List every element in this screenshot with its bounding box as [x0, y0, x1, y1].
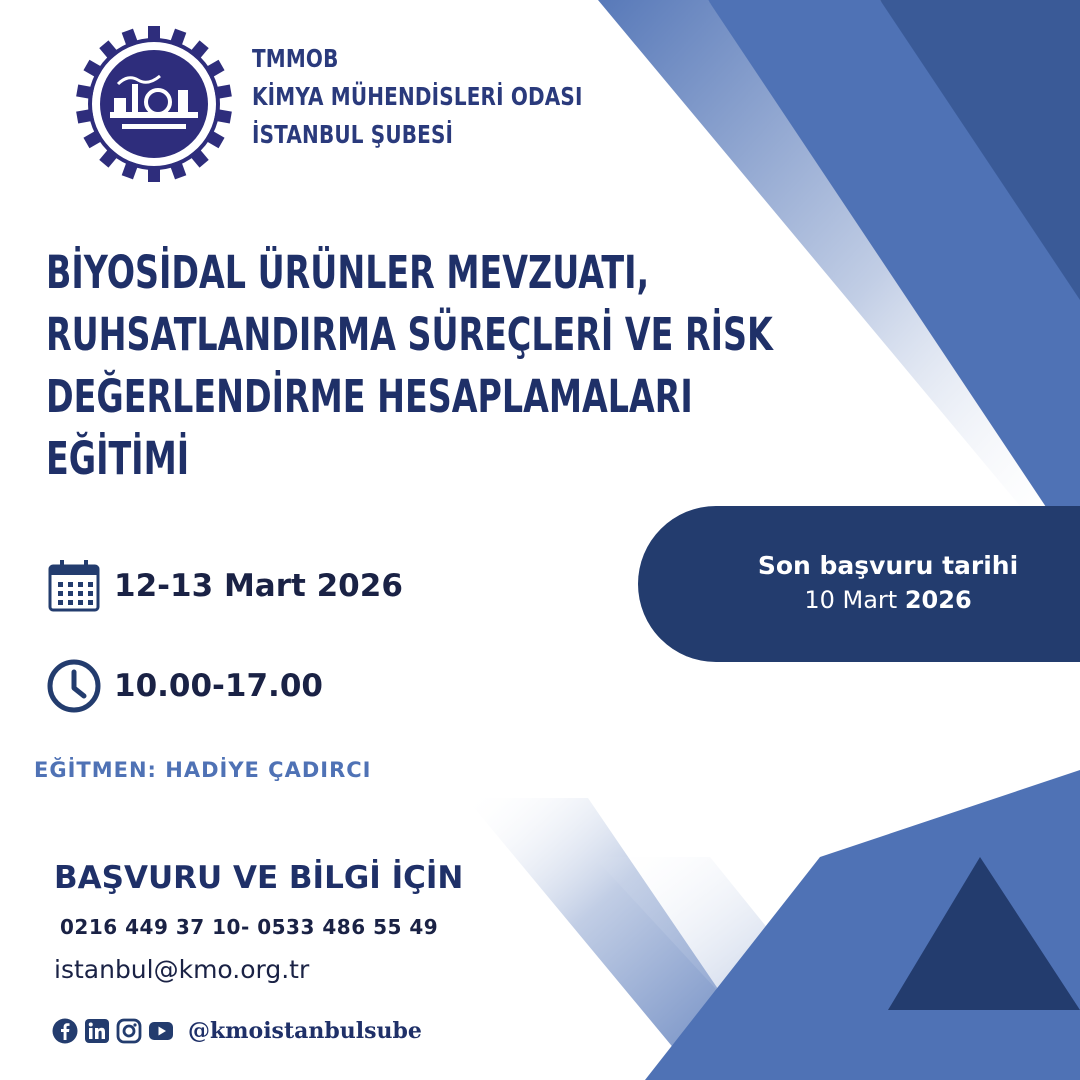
- org-line-3: İSTANBUL ŞUBESİ: [252, 120, 454, 149]
- event-title: [46, 242, 773, 490]
- linkedin-icon[interactable]: [84, 1018, 110, 1044]
- organization-name: [252, 40, 583, 154]
- kmo-logo: [74, 24, 234, 184]
- contact-email[interactable]: istanbul@kmo.org.tr: [54, 955, 310, 984]
- deadline-year: 2026: [904, 586, 972, 614]
- org-line-2: KİMYA MÜHENDİSLERİ ODASI: [252, 82, 583, 111]
- title-line-3: DEĞERLENDİRME HESAPLAMALARI: [46, 370, 693, 423]
- title-line-1: BİYOSİDAL ÜRÜNLER MEVZUATI,: [46, 246, 650, 299]
- calendar-icon: [46, 558, 102, 614]
- deadline-label: Son başvuru tarihi: [757, 551, 1019, 580]
- social-handle[interactable]: @kmoistanbulsube: [188, 1018, 422, 1044]
- youtube-icon[interactable]: [148, 1018, 174, 1044]
- social-links: [52, 1018, 422, 1044]
- contact-phone: 0216 449 37 10- 0533 486 55 49: [60, 915, 439, 939]
- event-time-row: [46, 658, 323, 714]
- trainer-name: EĞİTMEN: HADİYE ÇADIRCI: [34, 758, 372, 782]
- facebook-icon[interactable]: [52, 1018, 78, 1044]
- clock-icon: [46, 658, 102, 714]
- event-date: 12-13 Mart 2026: [114, 568, 403, 604]
- deadline-date-prefix: 10 Mart: [804, 586, 905, 614]
- deadline-date: [738, 583, 1038, 618]
- title-line-2: RUHSATLANDIRMA SÜREÇLERİ VE RİSK: [46, 308, 773, 361]
- title-line-4: EĞİTİMİ: [46, 432, 190, 485]
- org-line-1: TMMOB: [252, 44, 339, 73]
- contact-title: BAŞVURU VE BİLGİ İÇİN: [54, 860, 464, 896]
- deadline-text: [738, 548, 1038, 618]
- instagram-icon[interactable]: [116, 1018, 142, 1044]
- event-time: 10.00-17.00: [114, 668, 323, 704]
- event-date-row: [46, 558, 403, 614]
